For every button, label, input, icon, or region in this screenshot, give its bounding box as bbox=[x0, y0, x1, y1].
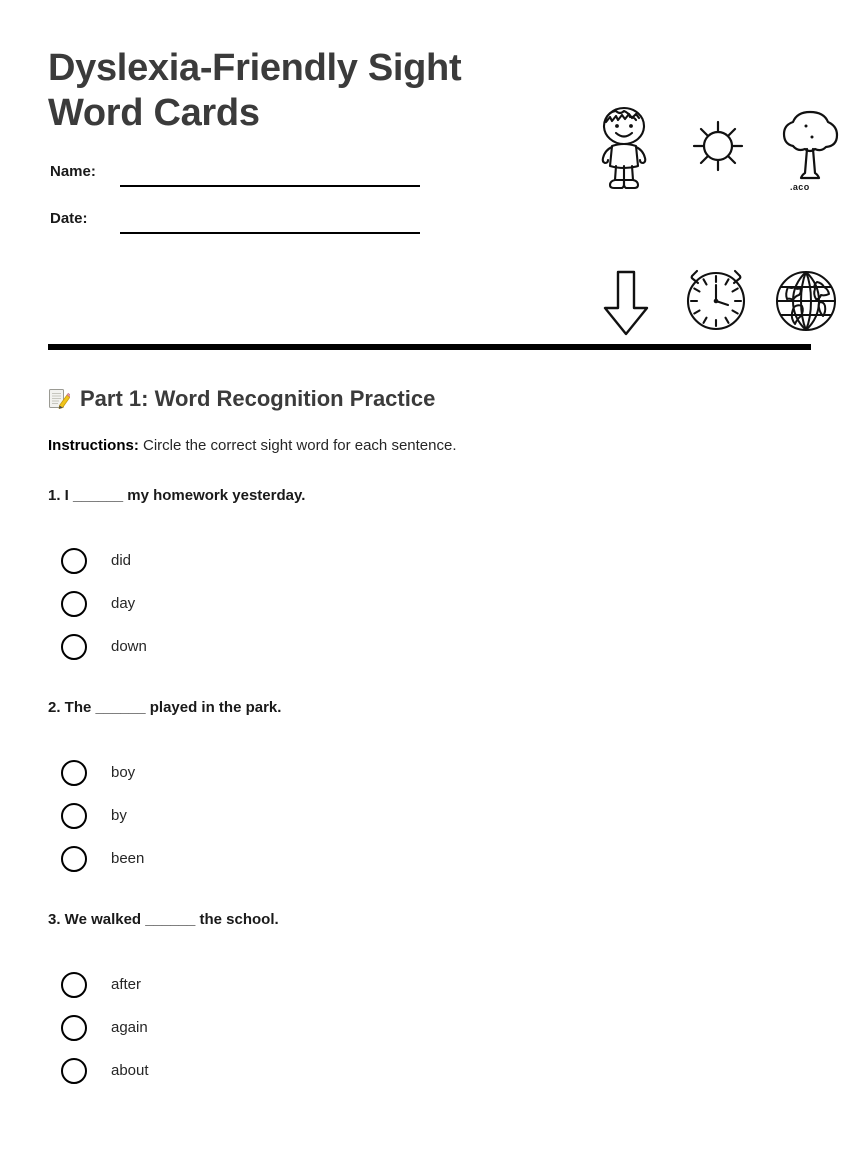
section-heading bbox=[48, 384, 812, 414]
option-circle-icon[interactable] bbox=[61, 591, 87, 617]
option-circle-icon[interactable] bbox=[61, 803, 87, 829]
worksheet-header bbox=[48, 46, 812, 316]
option-row[interactable] bbox=[48, 963, 812, 1006]
option-circle-icon[interactable] bbox=[61, 548, 87, 574]
tree-icon bbox=[764, 96, 856, 192]
option-row[interactable] bbox=[48, 1006, 812, 1049]
option-row[interactable] bbox=[48, 625, 812, 668]
question-text: 2. The ______ played in the park. bbox=[48, 699, 282, 716]
option-label: day bbox=[111, 594, 136, 612]
option-circle-icon[interactable] bbox=[61, 634, 87, 660]
option-circle-icon[interactable] bbox=[61, 846, 87, 872]
option-circle-icon[interactable] bbox=[61, 972, 87, 998]
option-row[interactable] bbox=[48, 794, 812, 837]
option-row[interactable] bbox=[48, 582, 812, 625]
option-circle-icon[interactable] bbox=[61, 1015, 87, 1041]
question-block bbox=[48, 910, 812, 1092]
option-label: down bbox=[111, 637, 147, 655]
instructions-line bbox=[48, 436, 812, 456]
option-row[interactable] bbox=[48, 1049, 812, 1092]
tree-icon-caption: .aco bbox=[790, 182, 810, 192]
option-row[interactable] bbox=[48, 539, 812, 582]
header-divider bbox=[48, 344, 811, 350]
option-label: after bbox=[111, 975, 142, 993]
sun-icon bbox=[672, 100, 764, 192]
name-input-line[interactable] bbox=[120, 185, 420, 187]
option-label: again bbox=[111, 1018, 148, 1036]
option-label: been bbox=[111, 849, 145, 867]
question-block bbox=[48, 698, 812, 880]
option-row[interactable] bbox=[48, 837, 812, 880]
section-heading-text: Part 1: Word Recognition Practice bbox=[80, 386, 436, 411]
option-label: by bbox=[111, 806, 127, 824]
question-text: 3. We walked ______ the school. bbox=[48, 911, 279, 928]
globe-icon bbox=[760, 254, 852, 346]
alarm-clock-icon bbox=[670, 254, 762, 346]
instructions-text: Circle the correct sight word for each sentence. bbox=[143, 437, 457, 454]
memo-icon bbox=[48, 388, 70, 410]
date-field-label: Date: bbox=[50, 210, 88, 227]
name-field-label: Name: bbox=[50, 163, 96, 180]
option-list bbox=[48, 963, 812, 1092]
option-label: about bbox=[111, 1061, 149, 1079]
option-label: boy bbox=[111, 763, 136, 781]
instructions-label: Instructions: bbox=[48, 437, 139, 454]
option-label: did bbox=[111, 551, 132, 569]
option-circle-icon[interactable] bbox=[61, 760, 87, 786]
boy-icon bbox=[578, 100, 670, 192]
question-text: 1. I ______ my homework yesterday. bbox=[48, 487, 306, 504]
option-circle-icon[interactable] bbox=[61, 1058, 87, 1084]
page-title: Dyslexia-Friendly Sight Word Cards bbox=[48, 47, 462, 134]
option-list bbox=[48, 751, 812, 880]
option-list bbox=[48, 539, 812, 668]
part1-section bbox=[48, 384, 812, 1092]
down-arrow-icon bbox=[580, 256, 672, 348]
option-row[interactable] bbox=[48, 751, 812, 794]
question-block bbox=[48, 486, 812, 668]
date-input-line[interactable] bbox=[120, 232, 420, 234]
header-icon-cluster bbox=[536, 60, 812, 320]
